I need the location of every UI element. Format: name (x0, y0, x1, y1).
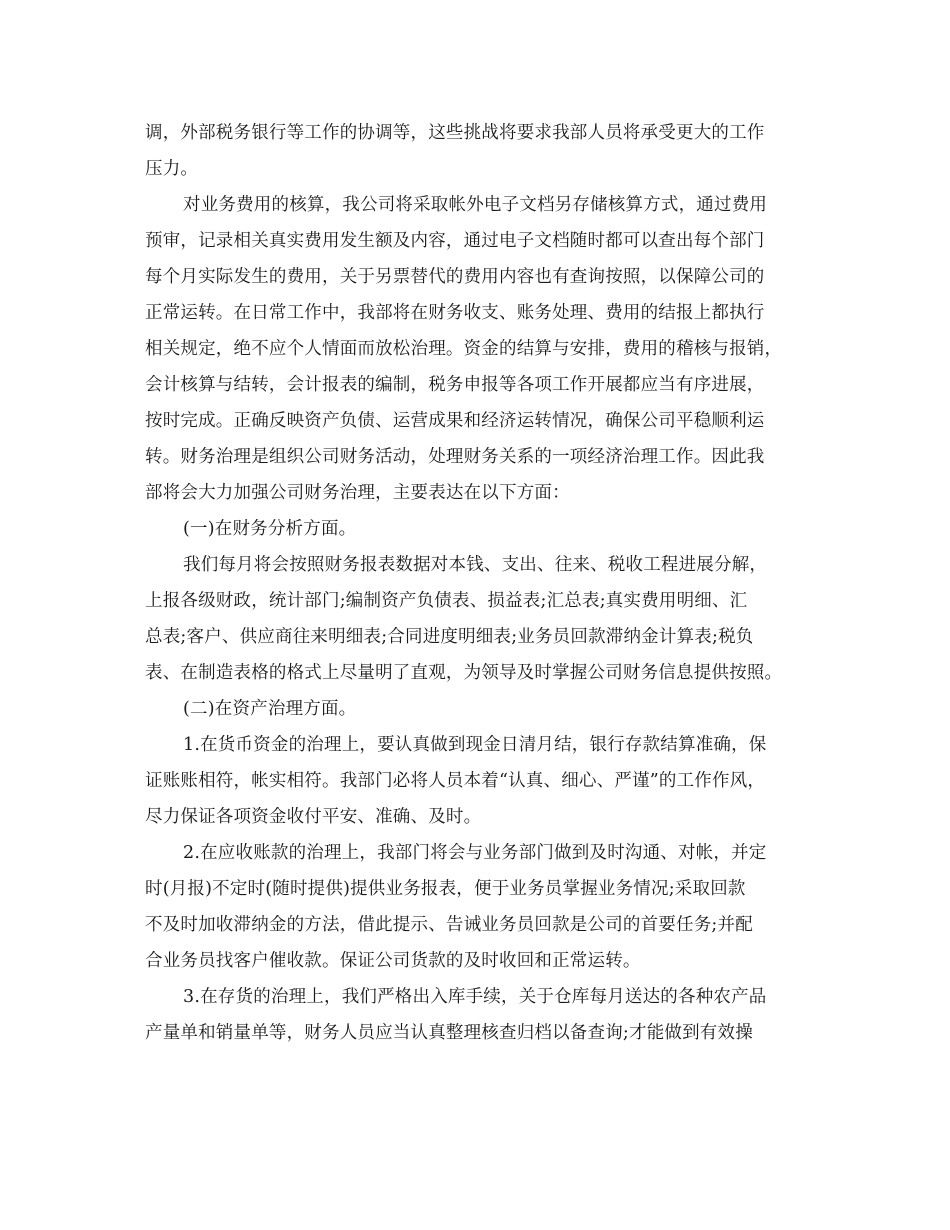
paragraph-first-line: 3.在存货的治理上，我们严格出入库手续，关于仓库每月送达的各种农产品 (183, 987, 767, 1007)
text-line: 每个月实际发生的费用，关于另票替代的费用内容也有查询按照，以保障公司的 (145, 267, 765, 287)
text-line: 不及时加收滞纳金的方法，借此提示、告诫业务员回款是公司的首要任务;并配 (145, 915, 753, 935)
text-line: 部将会大力加强公司财务治理，主要表达在以下方面： (145, 483, 570, 503)
section-heading: (二)在资产治理方面。 (183, 699, 357, 719)
text-line: 证账账相符，帐实相符。我部门必将人员本着“认真、细心、严谨”的工作作风， (145, 771, 766, 791)
paragraph-first-line: 1.在货币资金的治理上，要认真做到现金日清月结，银行存款结算准确，保 (183, 735, 767, 755)
text-line: 预审，记录相关真实费用发生额及内容，通过电子文档随时都可以查出每个部门 (145, 231, 765, 251)
text-line: 压力。 (145, 159, 199, 179)
text-line: 合业务员找客户催收款。保证公司货款的及时收回和正常运转。 (145, 951, 641, 971)
text-line: 转。财务治理是组织公司财务活动，处理财务关系的一项经济治理工作。因此我 (145, 447, 765, 467)
section-heading: (一)在财务分析方面。 (183, 519, 357, 539)
paragraph-first-line: 对业务费用的核算，我公司将采取帐外电子文档另存储核算方式，通过费用 (183, 195, 768, 215)
text-line: 会计核算与结转，会计报表的编制，税务申报等各项工作开展都应当有序进展， (145, 375, 765, 395)
text-line: 正常运转。在日常工作中，我部将在财务收支、账务处理、费用的结报上都执行 (145, 303, 765, 323)
text-line: 表、在制造表格的格式上尽量明了直观，为领导及时掌握公司财务信息提供按照。 (145, 663, 783, 683)
text-line: 按时完成。正确反映资产负债、运营成果和经济运转情况，确保公司平稳顺利运 (145, 411, 765, 431)
text-line: 总表;客户、供应商往来明细表;合同进度明细表;业务员回款滞纳金计算表;税负 (145, 627, 754, 647)
paragraph-first-line: 2.在应收账款的治理上，我部门将会与业务部门做到及时沟通、对帐，并定 (183, 843, 767, 863)
text-line: 产量单和销量单等，财务人员应当认真整理核查归档以备查询;才能做到有效操 (145, 1023, 753, 1043)
text-line: 调，外部税务银行等工作的协调等，这些挑战将要求我部人员将承受更大的工作 (145, 123, 765, 143)
text-line: 上报各级财政，统计部门;编制资产负债表、损益表;汇总表;真实费用明细、汇 (145, 591, 748, 611)
text-line: 尽力保证各项资金收付平安、准确、及时。 (145, 807, 482, 827)
paragraph-first-line: 我们每月将会按照财务报表数据对本钱、支出、往来、税收工程进展分解， (183, 555, 768, 575)
text-line: 时(月报)不定时(随时提供)提供业务报表，便于业务员掌握业务情况;采取回款 (145, 879, 746, 899)
text-line: 相关规定，绝不应个人情面而放松治理。资金的结算与安排，费用的稽核与报销， (145, 339, 783, 359)
